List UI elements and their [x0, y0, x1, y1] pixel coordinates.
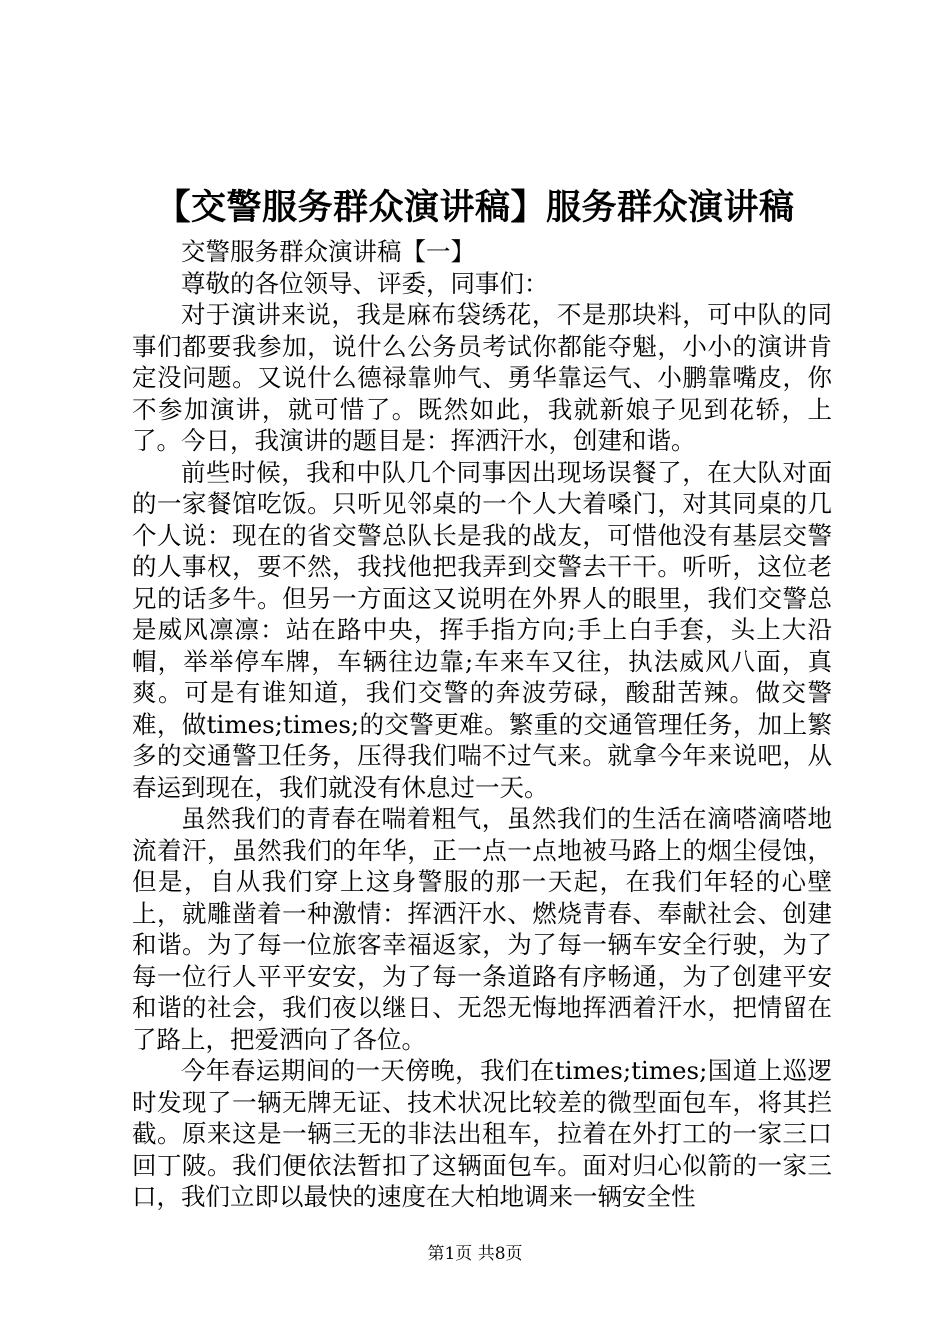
paragraph-subtitle: 交警服务群众演讲稿【一】: [181, 237, 475, 266]
paragraph-salutation: 尊敬的各位领导、评委，同事们：: [181, 268, 549, 298]
page-footer: 第1页 共8页: [427, 1244, 523, 1264]
paragraph: 前些时候，我和中队几个同事因出现场误餐了，在大队对面的一家餐馆吃饭。只听见邻桌的一个人大着嗓门，对其同桌的几个人说：现在的省交警总队长是我的战友，可惜他没有基层交警的人事权，要不然，我找他把我弄到交警去干干。听听，这位老兄的话多牛。但另一方面这又说明在外界人的眼里，我们交警总是威风凛凛：站在路中央，挥手指方向;手上白手套，头上大沿帽，举举停车牌，车辆往边靠;车来车又往，执法威风八面，真爽。可是有谁知道，我们交警的奔波劳碌，酸甜苦辣。做交警难，做times;times;的交警更难。繁重的交通管理任务，加上繁多的交通警卫任务，压得我们喘不过气来。就拿今年来说吧，从春运到现在，我们就没有休息过一天。: [132, 457, 832, 802]
paragraph: 虽然我们的青春在喘着粗气，虽然我们的生活在滴嗒滴嗒地流着汗，虽然我们的年华，正一点一点地被马路上的烟尘侵蚀，但是，自从我们穿上这身警服的那一天起，在我们年轻的心壁上，就雕凿着一种激情：挥洒汗水、燃烧青春、奉献社会、创建和谐。为了每一位旅客幸福返家，为了每一辆车安全行驶，为了每一位行人平平安安，为了每一条道路有序畅通，为了创建平安和谐的社会，我们夜以继日、无怨无悔地挥洒着汗水，把情留在了路上，把爱洒向了各位。: [132, 804, 832, 1054]
document-body: [132, 236, 832, 1213]
paragraph: 今年春运期间的一天傍晚，我们在times;times;国道上巡逻时发现了一辆无牌无证、技术状况比较差的微型面包车，将其拦截。原来这是一辆三无的非法出租车，拉着在外打工的一家三口回丁陂。我们便依法暂扣了这辆面包车。面对归心似箭的一家三口，我们立即以最快的速度在大柏地调来一辆安全性: [132, 1056, 832, 1211]
paragraph: 对于演讲来说，我是麻布袋绣花，不是那块料，可中队的同事们都要我参加，说什么公务员考试你都能夺魁，小小的演讲肯定没问题。又说什么德禄靠帅气、勇华靠运气、小鹏靠嘴皮，你不参加演讲，就可惜了。既然如此，我就新娘子见到花轿，上了。今日，我演讲的题目是：挥洒汗水，创建和谐。: [132, 300, 832, 455]
document-title: 【交警服务群众演讲稿】服务群众演讲稿: [155, 187, 795, 228]
